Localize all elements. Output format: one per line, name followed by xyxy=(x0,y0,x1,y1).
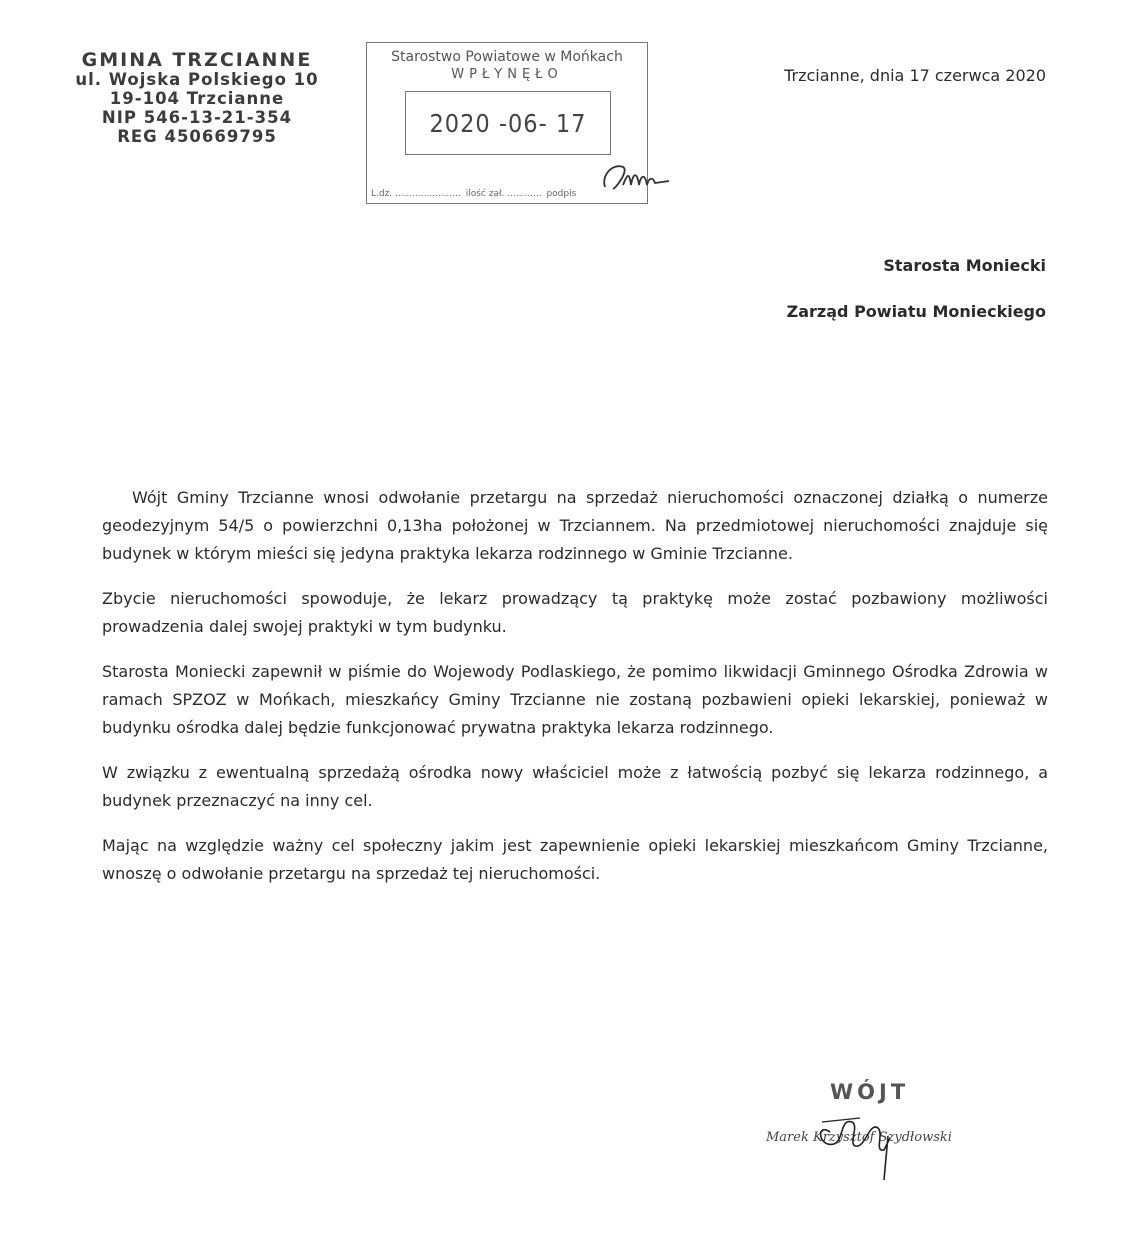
body-paragraph: Mając na względzie ważny cel społeczny jakim jest zapewnienie opieki lekarskiej mieszkańcom Gminy Trzcianne, wnoszę o odwołanie przetargu na sprzedaż tej nieruchomości. xyxy=(102,836,1048,883)
sender-stamp-line: ul. Wojska Polskiego 10 xyxy=(75,70,319,89)
body-paragraph: Wójt Gminy Trzcianne wnosi odwołanie przetargu na sprzedaż nieruchomości oznaczonej działką o numerze geodezyjnym 54/5 o powierzchni 0,13ha położonej w Trzciannem. Na przedmiotowej nieruchomości znajduje się budynek w którym mieści się jedyna praktyka lekarza rodzinnego w Gminie Trzcianne. xyxy=(102,488,1048,563)
signature-name: Marek Krzysztof Szydłowski xyxy=(766,1130,952,1145)
body-paragraph: W związku z ewentualną sprzedażą ośrodka nowy właściciel może z łatwością pozbyć się lekarza rodzinnego, a budynek przeznaczyć na inny cel. xyxy=(102,763,1048,810)
stamp-signature-scribble xyxy=(599,157,679,197)
recipient-starosta: Starosta Moniecki xyxy=(883,256,1046,275)
registry-stamp-ldz: L.dz. ....................... xyxy=(371,189,461,199)
body-paragraph: Starosta Moniecki zapewnił w piśmie do Wojewody Podlaskiego, że pomimo likwidacji Gminnego Ośrodka Zdrowia w ramach SPZOZ w Mońkach, mieszkańcy Gminy Trzcianne nie zostaną pozbawieni opieki lekarskiej, ponieważ w budynku ośrodka dalej będzie funkcjonować prywatna praktyka lekarza rodzinnego. xyxy=(102,662,1048,737)
sender-stamp-line: NIP 546-13-21-354 xyxy=(101,108,293,127)
sender-stamp-line: 19-104 Trzcianne xyxy=(109,89,285,108)
registry-stamp-received: WPŁYNĘŁO xyxy=(451,67,563,82)
sender-stamp-line: REG 450669795 xyxy=(117,127,277,146)
recipient-zarzad: Zarząd Powiatu Monieckiego xyxy=(786,302,1046,321)
handwritten-signature-scribble xyxy=(800,1092,910,1182)
letter-body xyxy=(102,484,1048,905)
place-date: Trzcianne, dnia 17 czerwca 2020 xyxy=(784,66,1046,85)
signature-title: WÓJT xyxy=(830,1080,910,1104)
registry-stamp-date: 2020 -06- 17 xyxy=(429,108,587,138)
registry-stamp-office: Starostwo Powiatowe w Mońkach xyxy=(391,49,623,65)
body-paragraph: Zbycie nieruchomości spowoduje, że lekarz prowadzący tą praktykę może zostać pozbawiony możliwości prowadzenia dalej swojej praktyki w tym budynku. xyxy=(102,589,1048,636)
signature-block xyxy=(760,1076,1000,1186)
registry-stamp-attachments: ilość zał. ............ xyxy=(465,189,542,199)
registry-stamp-signature-label: podpis xyxy=(546,189,577,199)
registry-stamp xyxy=(366,42,648,204)
sender-stamp-line: GMINA TRZCIANNE xyxy=(81,49,313,71)
registry-stamp-date-box xyxy=(405,91,611,155)
sender-stamp xyxy=(52,50,342,146)
